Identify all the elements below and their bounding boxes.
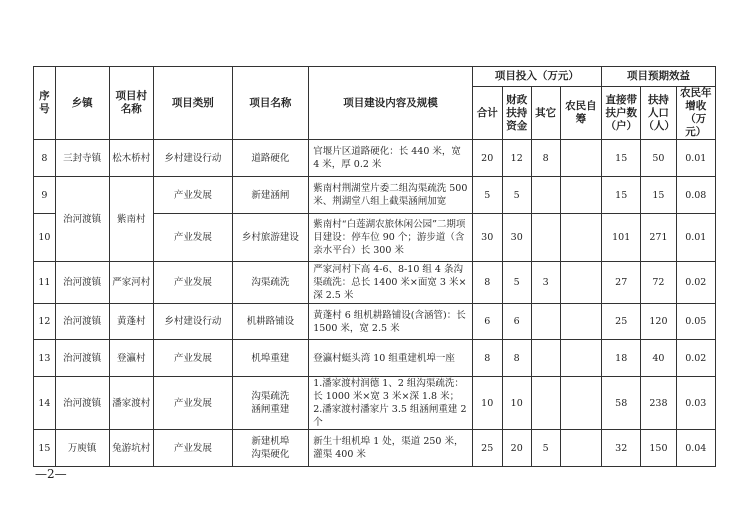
cell-people: 50 bbox=[641, 140, 676, 177]
cell-total: 5 bbox=[472, 177, 502, 214]
cell-total: 8 bbox=[472, 340, 502, 377]
header-other: 其它 bbox=[531, 87, 560, 140]
cell-town: 治河渡镇 bbox=[55, 377, 109, 430]
cell-farmer bbox=[560, 340, 601, 377]
cell-income: 0.02 bbox=[676, 262, 715, 304]
header-total: 合计 bbox=[472, 87, 502, 140]
cell-total: 25 bbox=[472, 430, 502, 467]
header-investment: 项目投入（万元） bbox=[472, 67, 601, 87]
cell-village: 严家河村 bbox=[109, 262, 153, 304]
project-table bbox=[33, 66, 716, 467]
cell-households: 58 bbox=[602, 377, 641, 430]
header-village: 项目村名称 bbox=[109, 67, 153, 140]
cell-farmer bbox=[560, 214, 601, 262]
cell-category: 产业发展 bbox=[154, 430, 233, 467]
cell-total: 10 bbox=[472, 377, 502, 430]
cell-name: 新建涵闸 bbox=[232, 177, 309, 214]
cell-fiscal: 5 bbox=[502, 262, 531, 304]
cell-farmer bbox=[560, 377, 601, 430]
cell-total: 8 bbox=[472, 262, 502, 304]
cell-name: 乡村旅游建设 bbox=[232, 214, 309, 262]
cell-other: 5 bbox=[531, 430, 560, 467]
cell-name: 机埠重建 bbox=[232, 340, 309, 377]
cell-households: 18 bbox=[602, 340, 641, 377]
cell-town-merged: 治河渡镇 bbox=[55, 177, 109, 262]
header-farmer: 农民自筹 bbox=[560, 87, 601, 140]
cell-other bbox=[531, 304, 560, 340]
page-number: —2— bbox=[35, 467, 67, 481]
cell-people: 120 bbox=[641, 304, 676, 340]
cell-fiscal: 6 bbox=[502, 304, 531, 340]
header-income: 农民年增收（万元） bbox=[676, 87, 715, 140]
cell-content: 官堰片区道路硬化：长 440 米，宽 4 米，厚 0.2 米 bbox=[309, 140, 473, 177]
cell-name: 沟渠疏洗 涵闸重建 bbox=[232, 377, 309, 430]
cell-total: 6 bbox=[472, 304, 502, 340]
cell-households: 15 bbox=[602, 177, 641, 214]
cell-people: 238 bbox=[641, 377, 676, 430]
table-row bbox=[34, 340, 716, 377]
cell-village: 黄蓬村 bbox=[109, 304, 153, 340]
cell-name: 新建机埠 沟渠硬化 bbox=[232, 430, 309, 467]
cell-households: 101 bbox=[602, 214, 641, 262]
table-row bbox=[34, 377, 716, 430]
cell-category: 产业发展 bbox=[154, 214, 233, 262]
header-name: 项目名称 bbox=[232, 67, 309, 140]
cell-people: 150 bbox=[641, 430, 676, 467]
cell-town: 万庾镇 bbox=[55, 430, 109, 467]
cell-other bbox=[531, 214, 560, 262]
cell-people: 15 bbox=[641, 177, 676, 214]
cell-name: 道路硬化 bbox=[232, 140, 309, 177]
cell-households: 27 bbox=[602, 262, 641, 304]
cell-fiscal: 30 bbox=[502, 214, 531, 262]
cell-village: 登瀛村 bbox=[109, 340, 153, 377]
cell-income: 0.04 bbox=[676, 430, 715, 467]
cell-income: 0.05 bbox=[676, 304, 715, 340]
header-seq: 序号 bbox=[34, 67, 56, 140]
header-category: 项目类别 bbox=[154, 67, 233, 140]
header-benefit: 项目预期效益 bbox=[602, 67, 716, 87]
cell-seq: 12 bbox=[34, 304, 56, 340]
cell-income: 0.02 bbox=[676, 340, 715, 377]
cell-farmer bbox=[560, 430, 601, 467]
cell-name: 沟渠疏洗 bbox=[232, 262, 309, 304]
cell-category: 产业发展 bbox=[154, 177, 233, 214]
cell-seq: 15 bbox=[34, 430, 56, 467]
cell-category: 乡村建设行动 bbox=[154, 304, 233, 340]
cell-total: 20 bbox=[472, 140, 502, 177]
cell-category: 产业发展 bbox=[154, 262, 233, 304]
cell-seq: 8 bbox=[34, 140, 56, 177]
cell-name: 机耕路铺设 bbox=[232, 304, 309, 340]
cell-people: 72 bbox=[641, 262, 676, 304]
cell-farmer bbox=[560, 304, 601, 340]
cell-category: 产业发展 bbox=[154, 340, 233, 377]
cell-people: 40 bbox=[641, 340, 676, 377]
cell-people: 271 bbox=[641, 214, 676, 262]
cell-other bbox=[531, 177, 560, 214]
cell-town: 三封寺镇 bbox=[55, 140, 109, 177]
cell-income: 0.08 bbox=[676, 177, 715, 214]
cell-seq: 14 bbox=[34, 377, 56, 430]
cell-content: 紫南村“白莲湖农旅休闲公园”二期项目建设：停车位 90 个；游步道（含亲水平台）长 300 米 bbox=[309, 214, 473, 262]
cell-seq: 10 bbox=[34, 214, 56, 262]
table-row bbox=[34, 304, 716, 340]
cell-farmer bbox=[560, 140, 601, 177]
cell-category: 产业发展 bbox=[154, 377, 233, 430]
header-people: 扶持人口（人） bbox=[641, 87, 676, 140]
cell-income: 0.01 bbox=[676, 214, 715, 262]
cell-households: 15 bbox=[602, 140, 641, 177]
cell-village-merged: 紫南村 bbox=[109, 177, 153, 262]
cell-content: 紫南村荆湖堂片委二组沟渠疏洗 500 米、荆湖堂八组上截渠涵闸加宽 bbox=[309, 177, 473, 214]
cell-seq: 11 bbox=[34, 262, 56, 304]
cell-fiscal: 5 bbox=[502, 177, 531, 214]
cell-households: 25 bbox=[602, 304, 641, 340]
cell-content: 登瀛村蜓头湾 10 组重建机埠一座 bbox=[309, 340, 473, 377]
header-content: 项目建设内容及规模 bbox=[309, 67, 473, 140]
cell-other bbox=[531, 340, 560, 377]
table-row bbox=[34, 262, 716, 304]
cell-village: 兔游坑村 bbox=[109, 430, 153, 467]
cell-fiscal: 10 bbox=[502, 377, 531, 430]
cell-other: 8 bbox=[531, 140, 560, 177]
cell-farmer bbox=[560, 262, 601, 304]
cell-town: 治河渡镇 bbox=[55, 262, 109, 304]
cell-fiscal: 20 bbox=[502, 430, 531, 467]
cell-fiscal: 8 bbox=[502, 340, 531, 377]
header-fiscal: 财政扶持资金 bbox=[502, 87, 531, 140]
cell-village: 松木桥村 bbox=[109, 140, 153, 177]
cell-content: 1.潘家渡村润德 1、2 组沟渠疏洗：长 1000 米×宽 3 米×深 1.8 米； 2.潘家渡村潘家片 3.5 组涵闸重建 2 个 bbox=[309, 377, 473, 430]
cell-farmer bbox=[560, 177, 601, 214]
cell-town: 治河渡镇 bbox=[55, 304, 109, 340]
cell-category: 乡村建设行动 bbox=[154, 140, 233, 177]
header-town: 乡镇 bbox=[55, 67, 109, 140]
table-row bbox=[34, 430, 716, 467]
table-row bbox=[34, 177, 716, 214]
header-households: 直接带扶户数（户） bbox=[602, 87, 641, 140]
cell-town: 治河渡镇 bbox=[55, 340, 109, 377]
cell-total: 30 bbox=[472, 214, 502, 262]
cell-fiscal: 12 bbox=[502, 140, 531, 177]
cell-content: 严家河村下高 4-6、8-10 组 4 条沟渠疏洗：总长 1400 米×面宽 3 米×深 2.5 米 bbox=[309, 262, 473, 304]
cell-seq: 9 bbox=[34, 177, 56, 214]
cell-income: 0.01 bbox=[676, 140, 715, 177]
cell-other bbox=[531, 377, 560, 430]
cell-households: 32 bbox=[602, 430, 641, 467]
cell-income: 0.03 bbox=[676, 377, 715, 430]
cell-village: 潘家渡村 bbox=[109, 377, 153, 430]
cell-content: 新生十组机埠 1 处，渠道 250 米，灌渠 400 米 bbox=[309, 430, 473, 467]
table-row bbox=[34, 140, 716, 177]
cell-content: 黄蓬村 6 组机耕路铺设(含涵管)：长 1500 米，宽 2.5 米 bbox=[309, 304, 473, 340]
cell-seq: 13 bbox=[34, 340, 56, 377]
cell-other: 3 bbox=[531, 262, 560, 304]
